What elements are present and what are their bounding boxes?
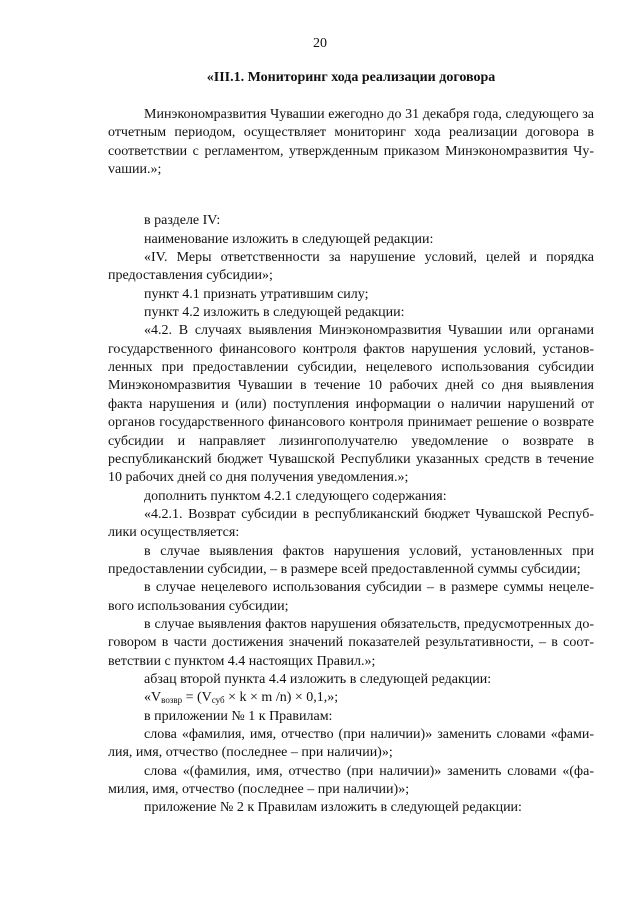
formula-rest: × k × m /n) × 0,1,»; bbox=[224, 690, 339, 706]
paragraph-appendix-1: в приложении № 1 к Правилам: bbox=[144, 708, 333, 724]
paragraph-words-replace-2: слова «(фамилия, имя, отчество (при наличии)» заменить словами «(фамилия, имя, отчество (последнее – при наличии)»; bbox=[108, 763, 594, 798]
paragraph-section-iv: в разделе IV: bbox=[144, 213, 221, 229]
paragraph-words-replace-1: слова «фамилия, имя, отчество (при наличии)» заменить словами «фамилия, имя, отчество (последнее – при наличии)»; bbox=[108, 727, 594, 761]
formula-mid: = (V bbox=[182, 690, 212, 706]
paragraph-case-obligations: в случае выявления фактов нарушения обязательств, предусмотренных договором в части достижения значений показателей результативности, – в соответствии с пунктом 4.4 настоящих Правил.»; bbox=[108, 616, 594, 669]
formula-line bbox=[108, 689, 594, 707]
paragraph-title-instruction: наименование изложить в следующей редакции: bbox=[144, 231, 434, 247]
paragraph-point-4-1: пункт 4.1 признать утратившим силу; bbox=[144, 286, 369, 302]
document-body bbox=[108, 106, 594, 818]
paragraph-case-violation: в случае выявления фактов нарушения условий, установленных при предоставлении субсидии, – в размере всей предоставленной суммы субсидии; bbox=[108, 543, 594, 577]
intro-paragraph: Минэкономразвития Чувашии ежегодно до 31 декабря года, следующего за отчетным периодом, осуществляет мониторинг хода реализации договора в соответствии с регламентом, утвержденным приказом Минэкономразвития Чуvашии.»; bbox=[108, 107, 594, 178]
page-number: 20 bbox=[313, 36, 327, 51]
paragraph-add-4-2-1: дополнить пунктом 4.2.1 следующего содержания: bbox=[144, 488, 447, 504]
paragraph-section-iv-title: «IV. Меры ответственности за нарушение условий, целей и порядка предоставления субсидии»; bbox=[108, 250, 594, 284]
paragraph-point-4-2-text: «4.2. В случаях выявления Минэкономразвития Чувашии или органами государственного финансового контроля фактов нарушения условий, установленных при предоставлении субсидии, нецелевого использования субсидии Минэкономразвития Чувашии в течение 10 рабочих дней со дня выявления факта нарушения и (или) поступления информации о наличии нарушений от органов государственного финансового контроля принимает решение о возврате субсидии и направляет лизингополучателю уведомление о возврате в республиканский бюджет Чувашской Республики указанных средств в течение 10 рабочих дней со дня получения уведомления.»; bbox=[108, 323, 594, 486]
paragraph-point-4-2-instruction: пункт 4.2 изложить в следующей редакции: bbox=[144, 305, 405, 321]
paragraph-appendix-2: приложение № 2 к Правилам изложить в следующей редакции: bbox=[144, 800, 522, 816]
section-heading: «III.1. Мониторинг хода реализации договора bbox=[206, 70, 496, 85]
formula-open: «V bbox=[144, 690, 162, 706]
formula-sub-subsidy: суб bbox=[211, 695, 225, 706]
paragraph-point-4-4-instruction: абзац второй пункта 4.4 изложить в следующей редакции: bbox=[144, 671, 492, 687]
paragraph-point-4-2-1-text: «4.2.1. Возврат субсидии в республиканский бюджет Чувашской Республики осуществляется: bbox=[108, 506, 594, 541]
paragraph-case-misuse: в случае нецелевого использования субсидии – в размере суммы нецелевого использования субсидии; bbox=[108, 580, 594, 614]
formula-sub-return: возвр bbox=[161, 695, 183, 706]
paragraph-gap bbox=[108, 179, 594, 212]
